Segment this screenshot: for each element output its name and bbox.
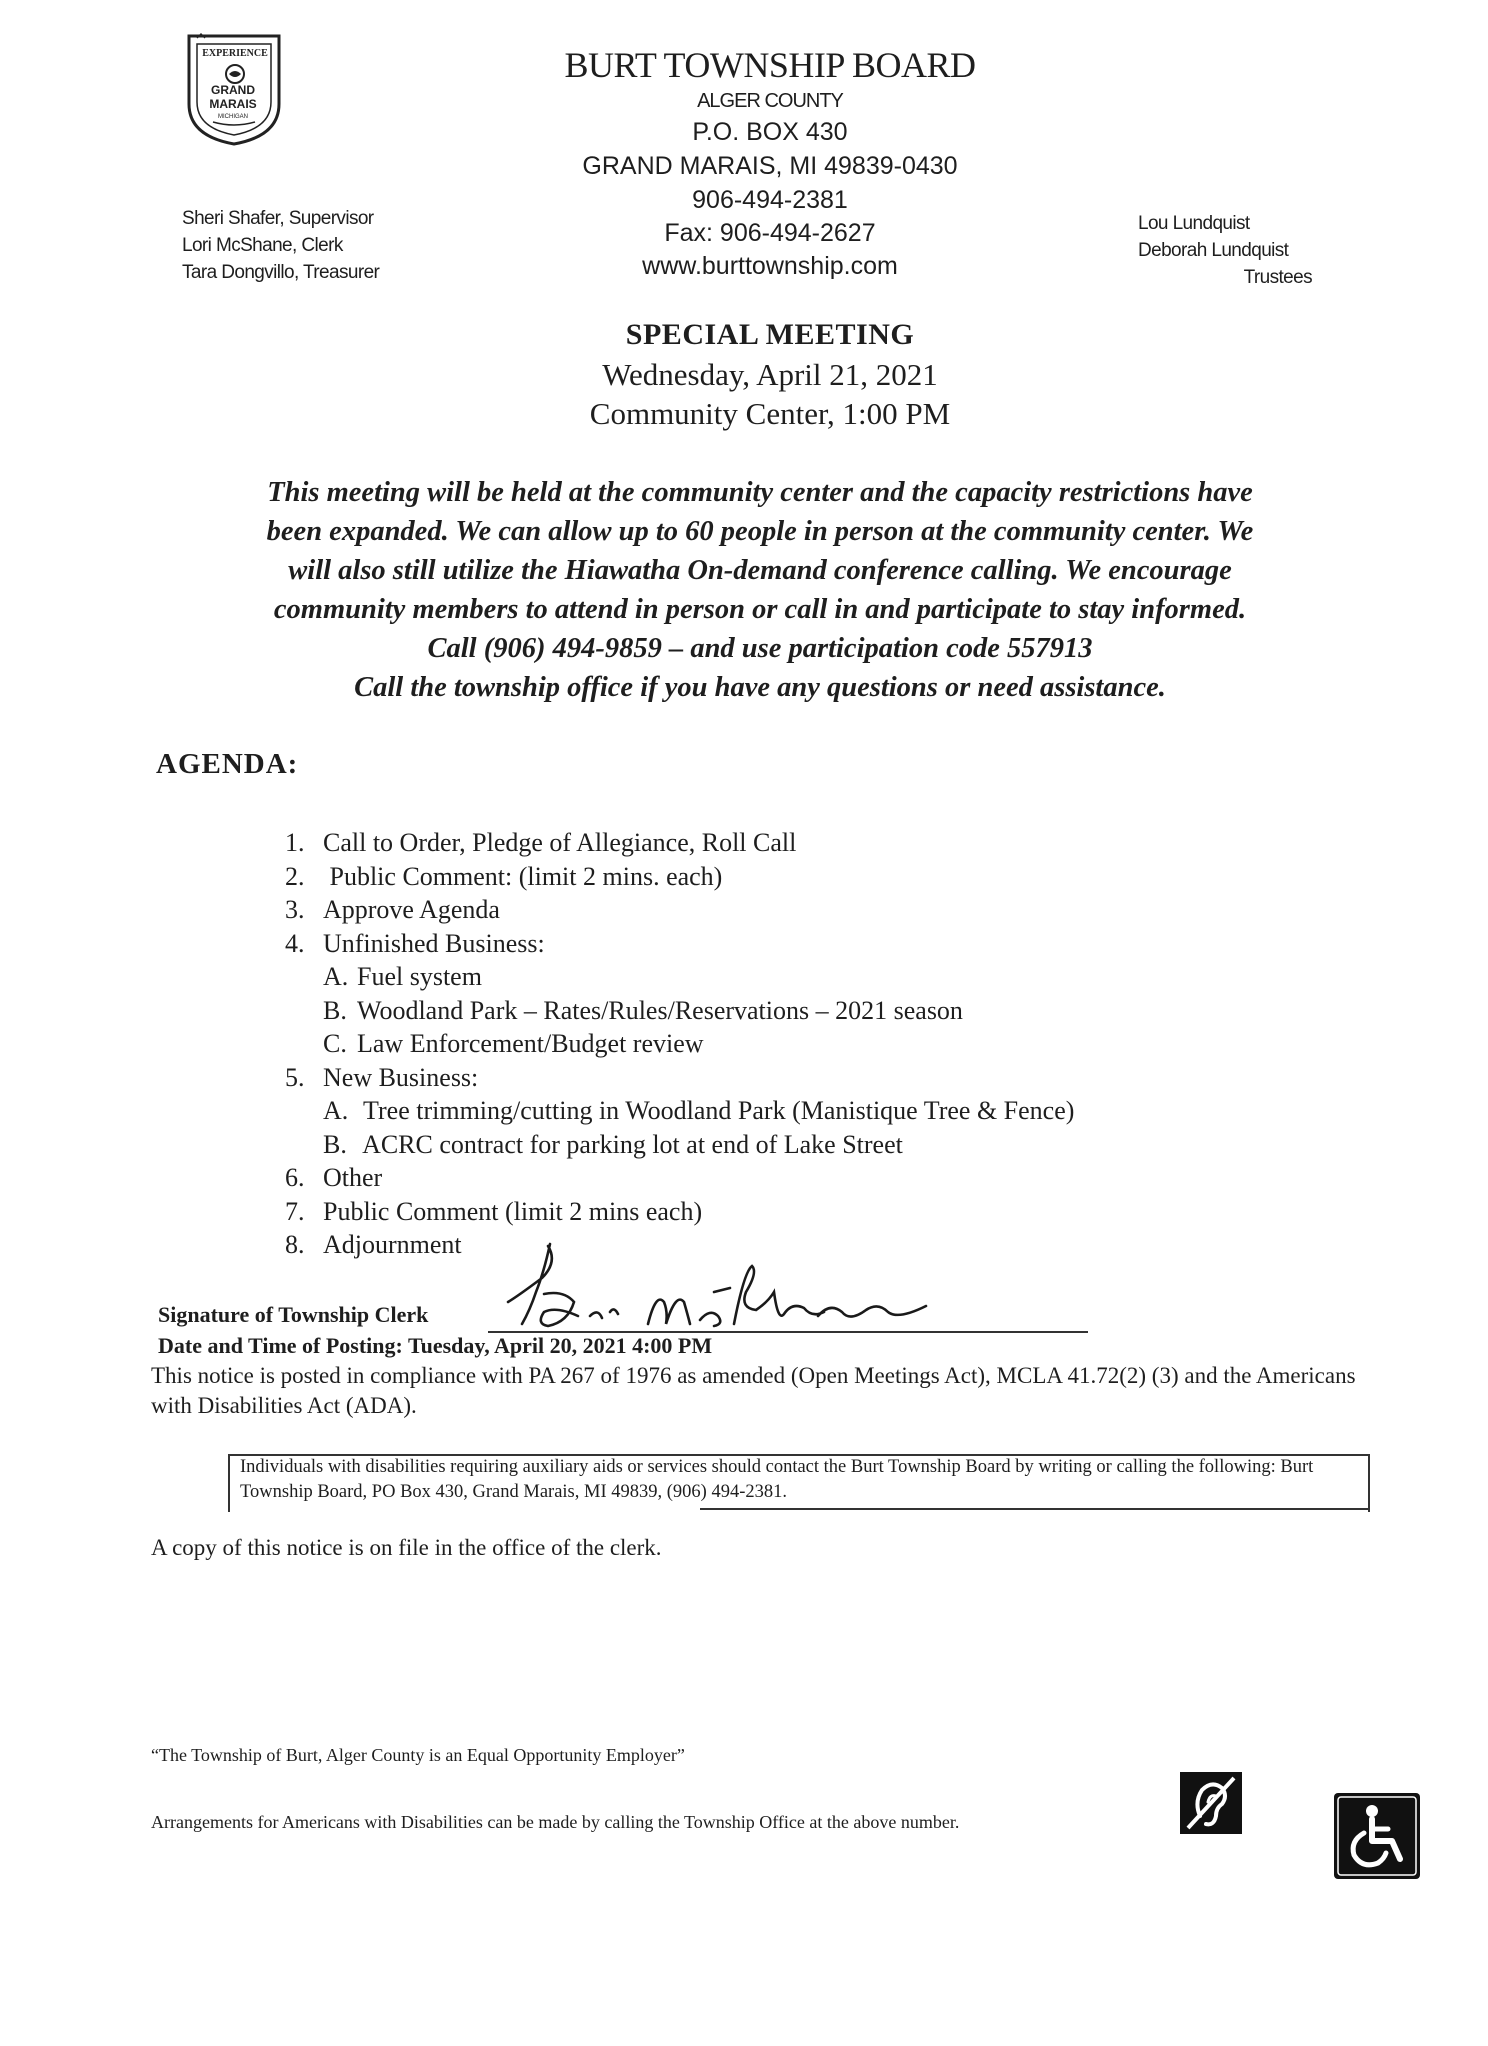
equal-opportunity-statement: “The Township of Burt, Alger County is an Equal Opportunity Employer” [151, 1745, 685, 1765]
agenda-subitem [285, 1094, 1074, 1128]
wheelchair-accessibility-icon [1334, 1793, 1420, 1879]
agenda-item-text: Public Comment (limit 2 mins each) [323, 1196, 703, 1226]
officer-clerk: Lori McShane, Clerk [182, 235, 343, 256]
trustee-name: Lou Lundquist [1138, 213, 1250, 234]
agenda-item-text: New Business: [323, 1062, 479, 1092]
agenda-item-number: A. [323, 962, 349, 991]
agenda-item-text: Unfinished Business: [323, 928, 545, 958]
notice-line: community members to attend in person or call in and participate to stay informed. [273, 594, 1247, 625]
agenda-item-number: 6. [285, 1163, 305, 1192]
agenda-item-text: Woodland Park – Rates/Rules/Reservations – 2021 season [357, 995, 963, 1025]
agenda-item-text: Tree trimming/cutting in Woodland Park (Manistique Tree & Fence) [357, 1096, 1075, 1125]
copy-note: A copy of this notice is on file in the office of the clerk. [151, 1535, 662, 1560]
agenda-item-number: 3. [285, 895, 305, 924]
ada-notice-text: Individuals with disabilities requiring auxiliary aids or services should contact the Burt Township Board by writing or calling the following: Burt Township Board, PO Box 430, Grand Marais, MI 49839, (906) 494-2381. [240, 1457, 1314, 1502]
officer-treasurer: Tara Dongvillo, Treasurer [182, 262, 380, 283]
website-link[interactable]: www.burttownship.com [642, 252, 898, 280]
agenda-item-text: Call to Order, Pledge of Allegiance, Roll Call [323, 828, 797, 857]
svg-text:MARAIS: MARAIS [209, 97, 257, 111]
agenda-item-text: Approve Agenda [323, 895, 500, 924]
notice-line: been expanded. We can allow up to 60 people in person at the community center. We [266, 516, 1254, 547]
agenda-subitem [285, 960, 1074, 994]
trustees-role: Trustees [1243, 267, 1312, 288]
agenda-item-text: Other [323, 1163, 383, 1192]
agenda-item-text: ACRC contract for parking lot at end of Lake Street [357, 1129, 903, 1159]
city-address: GRAND MARAIS, MI 49839-0430 [582, 152, 958, 180]
agenda-item-number: 8. [285, 1230, 305, 1259]
svg-text:MICHIGAN: MICHIGAN [218, 114, 248, 120]
grand-marais-logo [183, 32, 285, 147]
notice-line: will also still utilize the Hiawatha On-demand conference calling. We encourage [288, 555, 1232, 586]
agenda-subitem [285, 994, 1074, 1028]
agenda-item-number: 2. [285, 861, 305, 891]
officers-left [182, 205, 379, 286]
agenda-item [285, 927, 1074, 961]
agenda-subitem [285, 1128, 1074, 1162]
hearing-assistance-icon [1180, 1772, 1242, 1834]
trustee-name: Deborah Lundquist [1138, 240, 1289, 261]
agenda-item [285, 826, 1074, 860]
agenda-item-text: Public Comment: (limit 2 mins. each) [323, 861, 723, 891]
agenda-item-number: A. [323, 1096, 349, 1125]
notice-line: This meeting will be held at the community center and the capacity restrictions have [267, 477, 1253, 508]
clerk-signature [478, 1232, 938, 1342]
agenda-item [285, 1061, 1074, 1095]
agenda-item-number: B. [323, 995, 347, 1025]
agenda-item-number: B. [323, 1129, 347, 1159]
signature-label: Signature of Township Clerk [158, 1302, 429, 1327]
board-title: BURT TOWNSHIP BOARD [564, 45, 976, 85]
officer-supervisor: Sheri Shafer, Supervisor [182, 208, 374, 229]
notice-line: Call (906) 494-9859 – and use participation code 557913 [427, 633, 1093, 664]
agenda-item [285, 860, 1074, 894]
agenda-item-number: 1. [285, 828, 305, 857]
svg-text:EXPERIENCE: EXPERIENCE [202, 48, 268, 59]
meeting-date: Wednesday, April 21, 2021 [602, 357, 938, 392]
ada-arrangements: Arrangements for Americans with Disabilities can be made by calling the Township Office at the above number. [151, 1812, 960, 1832]
agenda-heading: AGENDA: [156, 748, 299, 780]
county-name: ALGER COUNTY [697, 90, 843, 112]
agenda-item [285, 1195, 1074, 1229]
agenda-item-number: 4. [285, 928, 305, 958]
officers-right [1112, 210, 1312, 291]
agenda-list [285, 826, 1074, 1262]
meeting-title: SPECIAL MEETING [625, 318, 915, 351]
agenda-item-number: C. [323, 1029, 347, 1058]
fax-number: Fax: 906-494-2627 [664, 219, 876, 247]
agenda-item-text: Adjournment [323, 1230, 462, 1259]
compliance-statement: This notice is posted in compliance with PA 267 of 1976 as amended (Open Meetings Act), MCLA 41.72(2) (3) and the Americans with Disabilities Act (ADA). [151, 1363, 1356, 1418]
posting-date: Date and Time of Posting: Tuesday, April 20, 2021 4:00 PM [158, 1333, 713, 1358]
agenda-item [285, 1161, 1074, 1195]
agenda-item [285, 893, 1074, 927]
meeting-notice [150, 473, 1370, 707]
agenda-item-text: Law Enforcement/Budget review [357, 1029, 704, 1058]
svg-text:GRAND: GRAND [211, 83, 255, 97]
meeting-place: Community Center, 1:00 PM [589, 396, 951, 431]
agenda-item-number: 5. [285, 1062, 305, 1092]
phone-number: 906-494-2381 [692, 186, 848, 214]
ada-box-border [700, 1508, 1368, 1510]
agenda-item-text: Fuel system [357, 962, 482, 991]
agenda-subitem [285, 1027, 1074, 1061]
notice-line: Call the township office if you have any questions or need assistance. [354, 672, 1166, 703]
po-box: P.O. BOX 430 [692, 118, 848, 146]
agenda-item-number: 7. [285, 1196, 305, 1226]
